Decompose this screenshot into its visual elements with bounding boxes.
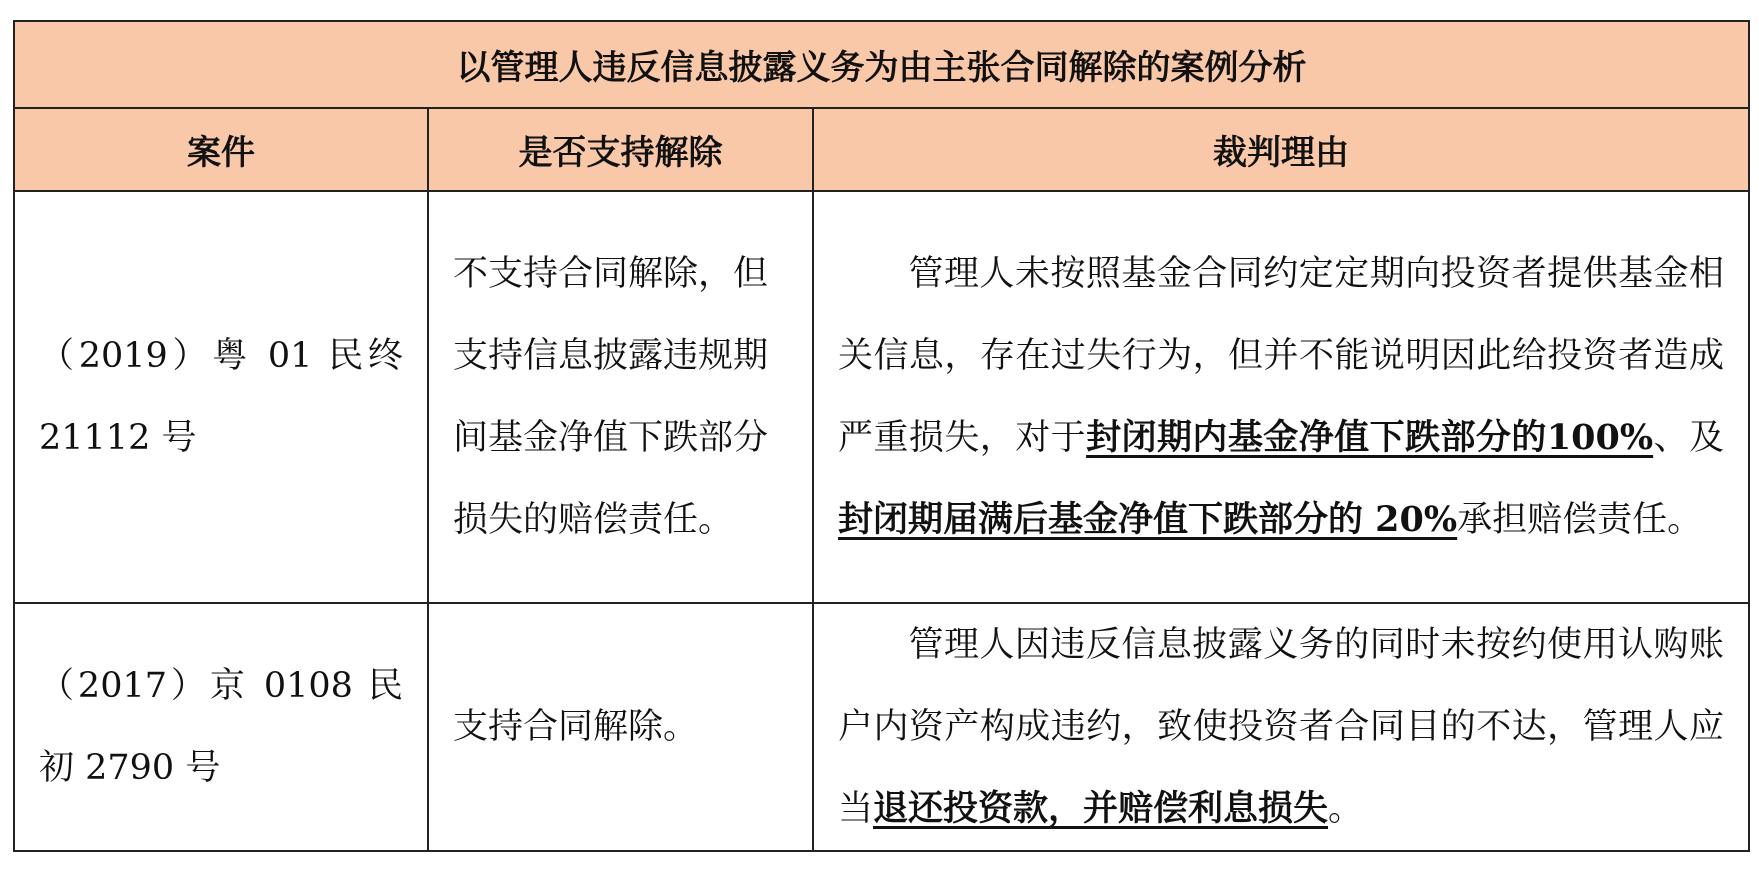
- reason-text: 、及: [1653, 418, 1725, 458]
- reason-text: 。: [1328, 789, 1364, 829]
- reason-text: 管理人因违反信息披露义务的同时未按约使用认购账户内资产构成违约，致使投资者合同目的不达，管理人应当: [838, 625, 1725, 829]
- table-row: [14, 191, 1749, 603]
- reason-emphasis: 封闭期内基金净值下跌部分的100%: [1086, 417, 1654, 458]
- case-analysis-table: [13, 20, 1750, 852]
- case-number: （2017）京 0108 民初 2790 号: [14, 603, 428, 851]
- table-row: [14, 603, 1749, 851]
- support-result: 不支持合同解除，但支持信息披露违规期间基金净值下跌部分损失的赔偿责任。: [428, 191, 813, 603]
- header-reason: 裁判理由: [813, 108, 1749, 191]
- reason-text: 管理人未按照基金合同约定定期向投资者提供基金相关信息，存在过失行为，但并不能说明因此给投资者造成严重损失，对于: [838, 254, 1725, 458]
- judgment-reason: [813, 603, 1749, 851]
- table-title: 以管理人违反信息披露义务为由主张合同解除的案例分析: [14, 21, 1749, 108]
- header-support: 是否支持解除: [428, 108, 813, 191]
- support-result: 支持合同解除。: [428, 603, 813, 851]
- table-title-row: [14, 21, 1749, 108]
- table-header-row: [14, 108, 1749, 191]
- case-number: （2019）粤 01 民终 21112 号: [14, 191, 428, 603]
- header-case: 案件: [14, 108, 428, 191]
- judgment-reason: [813, 191, 1749, 603]
- reason-emphasis: 封闭期届满后基金净值下跌部分的 20%: [838, 499, 1458, 540]
- reason-text: 承担赔偿责任。: [1457, 500, 1703, 540]
- reason-emphasis: 退还投资款，并赔偿利息损失: [873, 788, 1329, 829]
